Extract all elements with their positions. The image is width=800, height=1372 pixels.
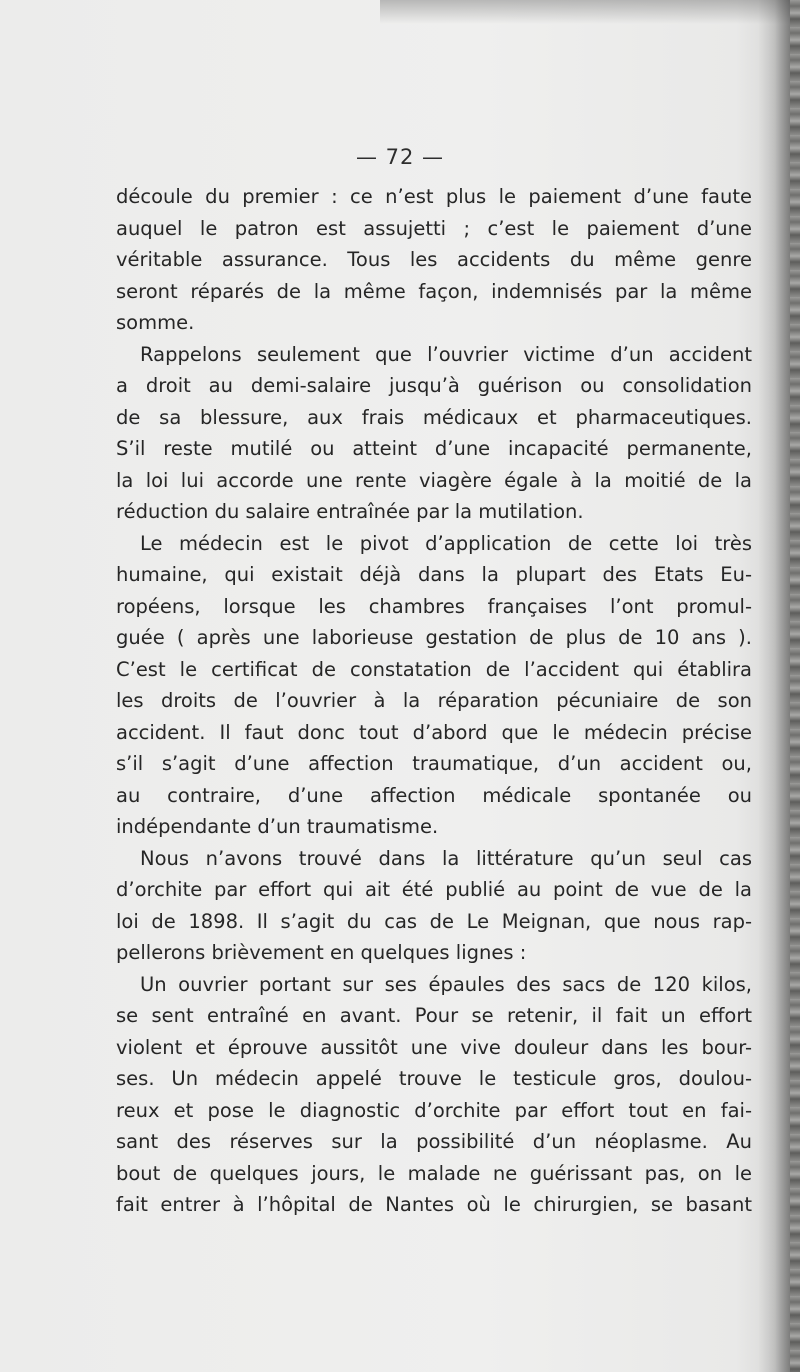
paragraph-start-line: Rappelons seulement que l’ouvrier victime d’un accident (140, 342, 752, 366)
body-text (116, 181, 752, 1221)
text-line: S’il reste mutilé ou atteint d’une incapacité permanente, (116, 437, 752, 460)
text-line: somme. (116, 311, 195, 334)
text-line: violent et éprouve aussitôt une vive douleur dans les bour- (116, 1035, 752, 1059)
text-line: d’orchite par effort qui ait été publié au point de vue de la (116, 878, 752, 901)
text-line: les droits de l’ouvrier à la réparation pécuniaire de son (116, 689, 752, 712)
text-line: pellerons brièvement en quelques lignes : (116, 941, 527, 964)
text-line: fait entrer à l’hôpital de Nantes où le chirurgien, se basant (116, 1193, 752, 1216)
text-line: guée ( après une laborieuse gestation de plus de 10 ans ). (116, 626, 752, 649)
page-top-shadow (380, 0, 800, 24)
text-line: bout de quelques jours, le malade ne guérissant pas, on le (116, 1161, 752, 1185)
text-line: s’il s’agit d’une affection traumatique, d’un accident ou, (116, 752, 752, 775)
text-line: véritable assurance. Tous les accidents du même genre (116, 248, 752, 271)
paragraph-start-line: Nous n’avons trouvé dans la littérature qu’un seul cas (140, 846, 752, 870)
text-line: reux et pose le diagnostic d’orchite par effort tout en fai- (116, 1098, 752, 1122)
paragraph-start-line: Un ouvrier portant sur ses épaules des sacs de 120 kilos, (140, 972, 752, 996)
text-line: la loi lui accorde une rente viagère égale à la moitié de la (116, 468, 752, 492)
binding-edge (790, 0, 800, 1372)
text-line: réduction du salaire entraînée par la mutilation. (116, 500, 584, 523)
text-line: au contraire, d’une affection médicale spontanée ou (116, 783, 752, 807)
text-line: ropéens, lorsque les chambres françaises l’ont promul- (116, 594, 752, 618)
text-line: accident. Il faut donc tout d’abord que le médecin précise (116, 720, 752, 744)
page-number: — 72 — (355, 145, 445, 169)
text-line: de sa blessure, aux frais médicaux et pharmaceutiques. (116, 405, 752, 429)
text-line: ses. Un médecin appelé trouve le testicule gros, doulou- (116, 1067, 752, 1090)
text-line: sant des réserves sur la possibilité d’un néoplasme. Au (116, 1130, 752, 1153)
text-line: humaine, qui existait déjà dans la plupart des Etats Eu- (116, 563, 752, 586)
text-line: a droit au demi-salaire jusqu’à guérison ou consolidation (116, 374, 752, 397)
text-line: auquel le patron est assujetti ; c’est le paiement d’une (116, 216, 752, 240)
text-line: indépendante d’un traumatisme. (116, 815, 439, 838)
text-line: seront réparés de la même façon, indemnisés par la même (116, 279, 752, 303)
text-line: se sent entraîné en avant. Pour se retenir, il fait un effort (116, 1004, 752, 1027)
paragraph-start-line: Le médecin est le pivot d’application de cette loi très (140, 531, 752, 555)
text-line: découle du premier : ce n’est plus le paiement d’une faute (116, 185, 752, 208)
text-line: C’est le certificat de constatation de l’accident qui établira (116, 657, 752, 681)
text-line: loi de 1898. Il s’agit du cas de Le Meignan, que nous rap- (116, 909, 752, 933)
